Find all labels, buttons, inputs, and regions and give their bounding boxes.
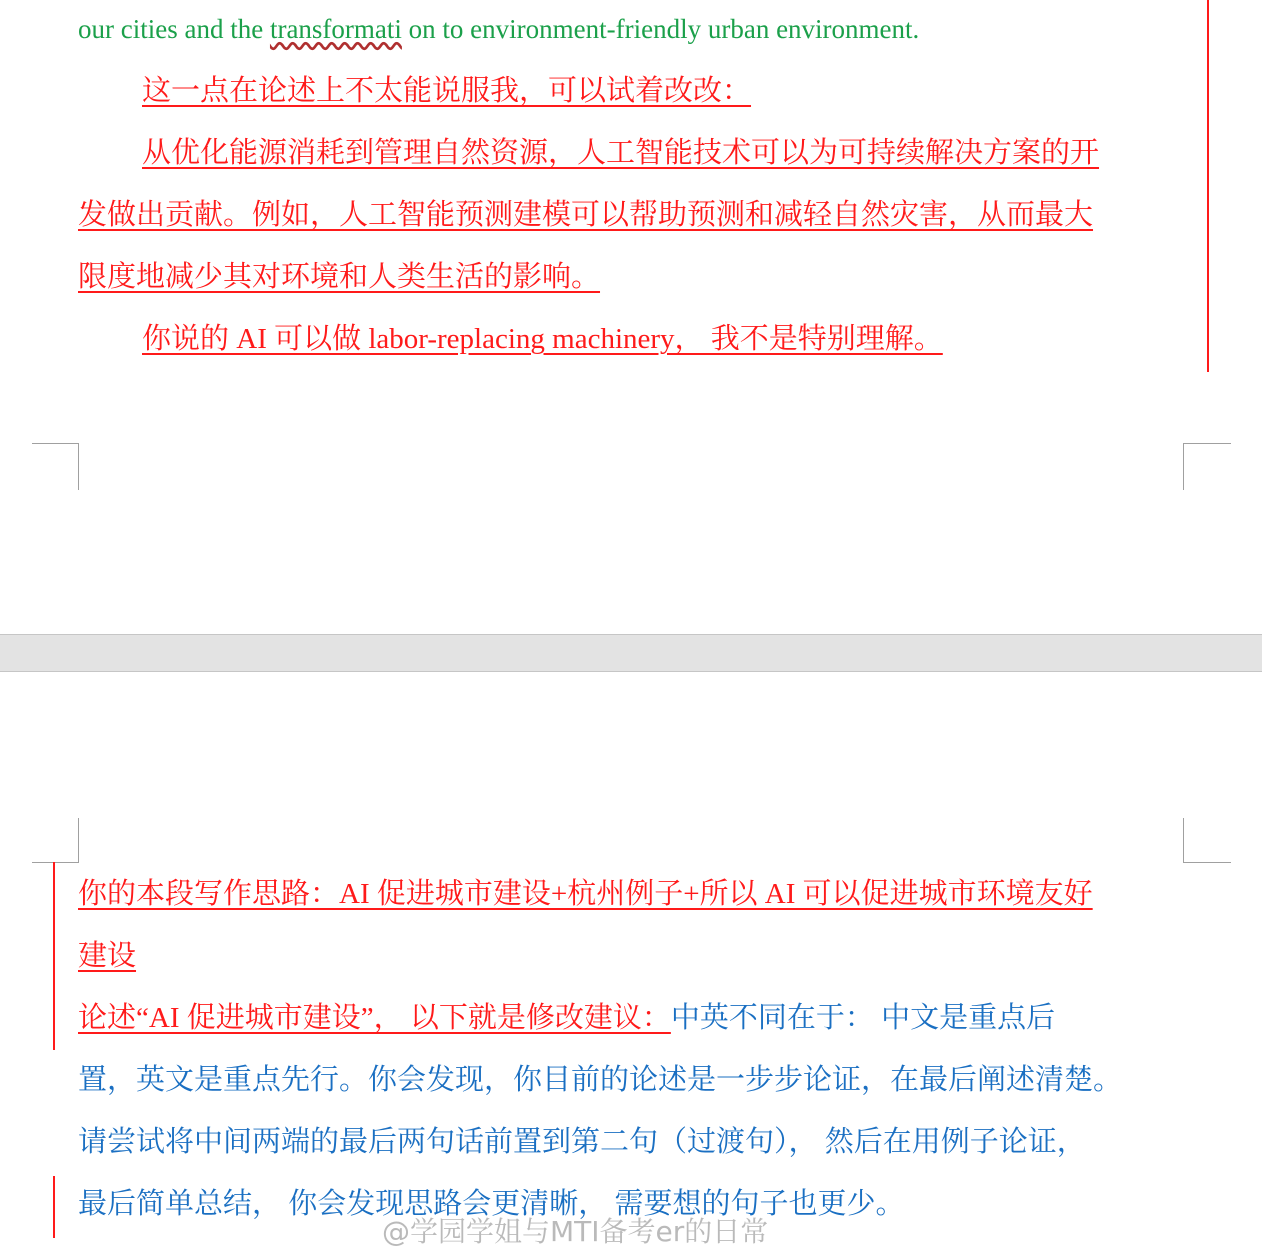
change-bar-left [53, 1176, 55, 1238]
weibo-watermark: @学园学姐与MTI备考er的日常 [382, 1215, 769, 1248]
review-comment-2: 你说的 AI 可以做 labor-replacing machinery， 我不是特别理解。 [142, 323, 943, 355]
suggestion-line-1: 从优化能源消耗到管理自然资源，人工智能技术可以为可持续解决方案的开 [142, 137, 1100, 169]
outline-line-2: 建设 [78, 940, 137, 972]
page-separator [0, 634, 1262, 672]
advice-line-4: 最后简单总结， 你会发现思路会更清晰， 需要想的句子也更少。 [78, 1188, 905, 1220]
advice-red-text: 论述“AI 促进城市建设”， 以下就是修改建议： [78, 1002, 671, 1034]
margin-corner-bottom-left [32, 443, 79, 490]
document-page-2 [0, 672, 1262, 1256]
margin-corner-top-right [1183, 818, 1231, 863]
original-text-part: on to environment-friendly urban environment. [401, 14, 920, 44]
original-text-line [78, 12, 919, 46]
margin-corner-bottom-right [1183, 443, 1231, 490]
review-comment-1: 这一点在论述上不太能说服我，可以试着改改： [142, 75, 752, 107]
suggestion-line-3: 限度地减少其对环境和人类生活的影响。 [78, 261, 601, 293]
advice-line-3: 请尝试将中间两端的最后两句话前置到第二句（过渡句）， 然后在用例子论证， [78, 1126, 1086, 1158]
misspelled-word[interactable]: transformati [269, 14, 402, 44]
suggestion-line-2: 发做出贡献。例如，人工智能预测建模可以帮助预测和减轻自然灾害，从而最大 [78, 199, 1094, 231]
advice-line-1 [78, 1001, 1055, 1035]
change-bar-right [1207, 0, 1209, 372]
margin-corner-top-left [32, 818, 79, 863]
original-text-part: our cities and the [78, 14, 270, 44]
outline-line-1: 你的本段写作思路：AI 促进城市建设+杭州例子+所以 AI 可以促进城市环境友好 [78, 878, 1093, 910]
advice-line-2: 置，英文是重点先行。你会发现，你目前的论述是一步步论证，在最后阐述清楚。 [78, 1064, 1123, 1096]
change-bar-left [53, 862, 55, 1050]
advice-blue-text: 中英不同在于： 中文是重点后 [670, 1002, 1056, 1034]
